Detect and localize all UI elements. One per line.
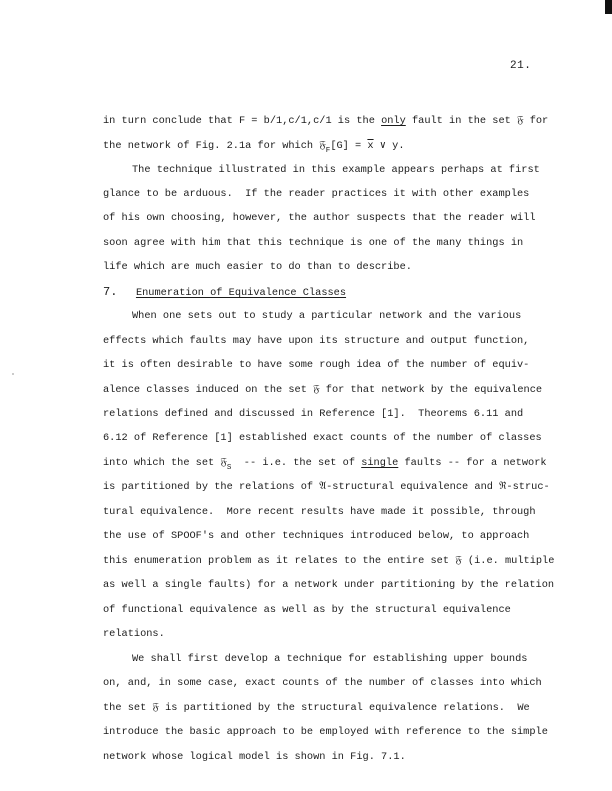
emphasis-only: only [381, 115, 406, 127]
p3-line-8: is partitioned by the relations of 𝔄-structural equivalence and ℜ-struc- [103, 481, 550, 493]
emphasis-single: single [361, 457, 399, 469]
p2-line-4: soon agree with him that this technique is one of the many things in [103, 237, 524, 249]
p4-line-4: introduce the basic approach to be employed with reference to the simple [103, 726, 548, 738]
p3-line-6: 6.12 of Reference [1] established exact counts of the number of classes [103, 432, 542, 444]
p2-line-5: life which are much easier to do than to describe. [103, 261, 412, 273]
p3-line-7: into which the set 𝔉$_S$ -- i.e. the set of single faults -- for a network [103, 457, 547, 472]
p2-line-3: of his own choosing, however, the author suspects that the reader will [103, 212, 536, 224]
p3-line-3: it is often desirable to have some rough idea of the number of equiv- [103, 359, 530, 371]
p4-line-2: on, and, in some case, exact counts of the number of classes into which [103, 677, 542, 689]
p3-line-9: tural equivalence. More recent results have made it possible, through [103, 506, 536, 518]
section-number: 7. [103, 285, 118, 299]
section-heading [103, 286, 346, 299]
p2-line-1: The technique illustrated in this example appears perhaps at first [132, 164, 540, 176]
p3-line-10: the use of SPOOF's and other techniques introduced below, to approach [103, 530, 530, 542]
p4-line-1: We shall first develop a technique for establishing upper bounds [132, 653, 528, 665]
scan-corner-mark [605, 0, 612, 14]
p3-line-1: When one sets out to study a particular network and the various [132, 310, 522, 322]
p4-line-5: network whose logical model is shown in Fig. 7.1. [103, 751, 406, 763]
p3-line-5: relations defined and discussed in Reference [1]. Theorems 6.11 and [103, 408, 524, 420]
p4-line-3: the set 𝔉 is partitioned by the structural equivalence relations. We [103, 702, 530, 714]
p1-line-2: the network of Fig. 2.1a for which 𝔉$_F$[G] = $\overline{x}$ ∨ y. [103, 140, 405, 155]
p3-line-11: this enumeration problem as it relates to the entire set 𝔉 (i.e. multiple [103, 555, 555, 567]
scan-speck [12, 373, 14, 375]
page-number: 21. [510, 60, 532, 72]
p1-line-1: in turn conclude that F = b/1,c/1,c/1 is the only fault in the set 𝔉 for [103, 115, 549, 127]
section-title: Enumeration of Equivalence Classes [135, 287, 347, 299]
p3-line-4: alence classes induced on the set 𝔉 for that network by the equivalence [103, 384, 543, 396]
p3-line-2: effects which faults may have upon its structure and output function, [103, 335, 530, 347]
p3-line-12: as well a single faults) for a network under partitioning by the relation [103, 579, 555, 591]
p2-line-2: glance to be arduous. If the reader practices it with other examples [103, 188, 530, 200]
p3-line-13: of functional equivalence as well as by the structural equivalence [103, 604, 511, 616]
p3-line-14: relations. [103, 628, 165, 640]
